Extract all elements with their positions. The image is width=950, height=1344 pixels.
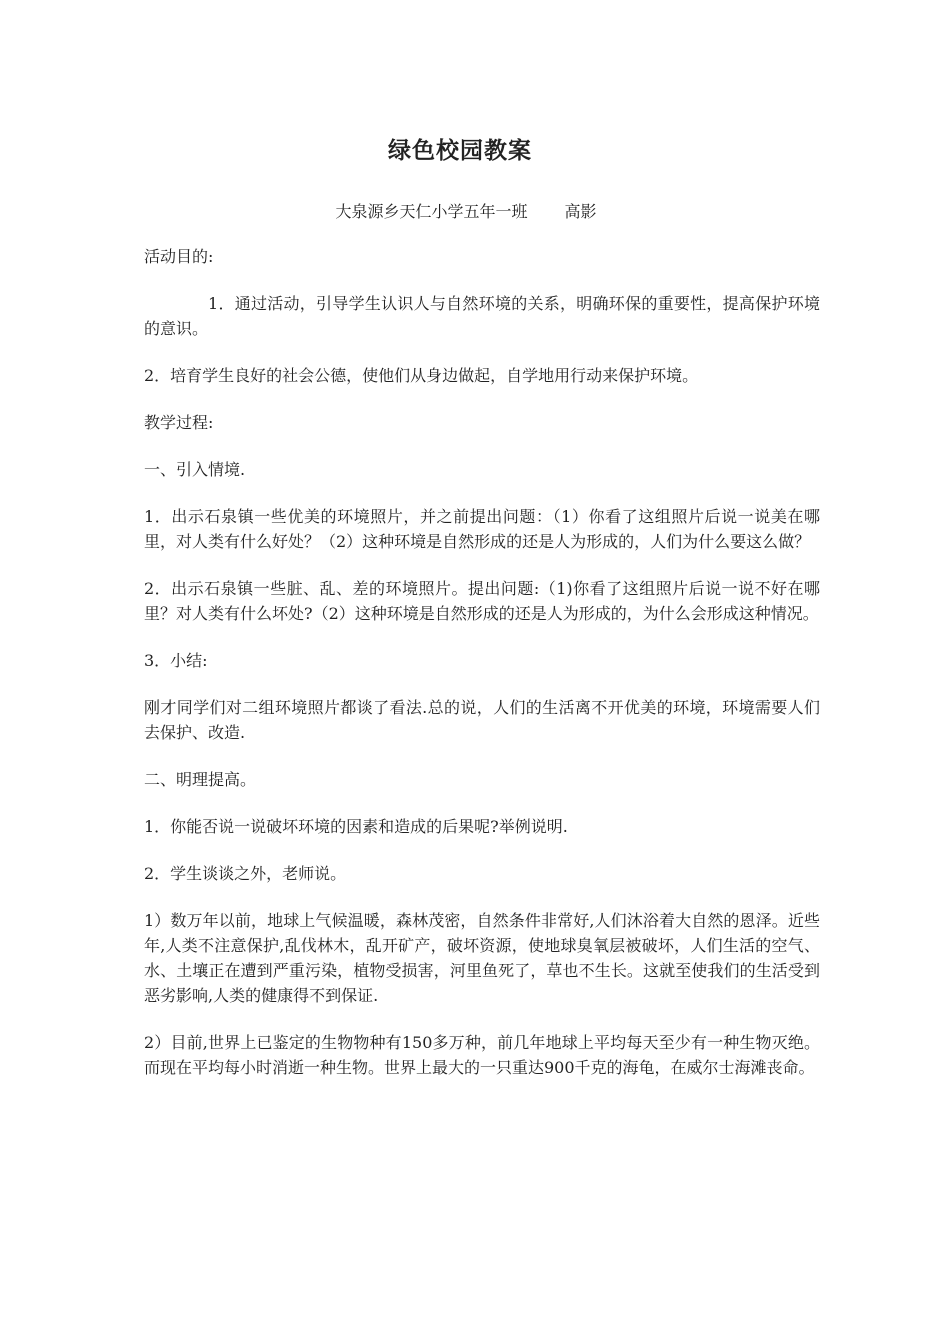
paragraph: 2．学生谈谈之外，老师说。 — [144, 864, 347, 883]
paragraph: 2．出示石泉镇一些脏、乱、差的环境照片。提出问题:（1)你看了这组照片后说一说不好在哪里？对人类有什么坏处?（2）这种环境是自然形成的还是人为形成的，为什么会形成这种情况。 — [144, 579, 820, 623]
section-heading-process: 教学过程: — [144, 413, 214, 432]
document-title: 绿色校园教案 — [388, 138, 532, 164]
document-subtitle: 大泉源乡天仁小学五年一班 高影 — [335, 202, 597, 221]
paragraph: 刚才同学们对二组环境照片都谈了看法.总的说，人们的生活离不开优美的环境，环境需要人们去保护、改造. — [144, 698, 820, 742]
section-heading: 一、引入情境. — [144, 460, 246, 479]
section-heading: 二、明理提高。 — [144, 770, 257, 789]
paragraph: 2）目前,世界上已鉴定的生物物种有150多万种，前几年地球上平均每天至少有一种生物灭绝。而现在平均每小时消逝一种生物。世界上最大的一只重达900千克的海龟，在威尔士海滩丧命。 — [144, 1033, 820, 1077]
document-body — [144, 244, 820, 1102]
section-heading-goals: 活动目的: — [144, 247, 214, 266]
paragraph: 1．你能否说一说破坏环境的因素和造成的后果呢?举例说明. — [144, 817, 568, 836]
paragraph: 1．出示石泉镇一些优美的环境照片，并之前提出问题：（1）你看了这组照片后说一说美在哪里，对人类有什么好处？（2）这种环境是自然形成的还是人为形成的，人们为什么要这么做？ — [144, 507, 820, 551]
paragraph: 2．培育学生良好的社会公德，使他们从身边做起，自学地用行动来保护环境。 — [144, 366, 699, 385]
paragraph: 1）数万年以前，地球上气候温暖，森林茂密，自然条件非常好,人们沐浴着大自然的恩泽。近些年,人类不注意保护,乱伐林木，乱开矿产，破坏资源，使地球臭氧层被破坏，人们生活的空气、水、土壤正在遭到严重污染，植物受损害，河里鱼死了，草也不生长。这就至使我们的生活受到恶劣影响,人类的健康得不到保证. — [144, 911, 820, 1005]
paragraph: 3．小结: — [144, 651, 208, 670]
paragraph: 1．通过活动，引导学生认识人与自然环境的关系，明确环保的重要性，提高保护环境的意识。 — [144, 294, 820, 338]
